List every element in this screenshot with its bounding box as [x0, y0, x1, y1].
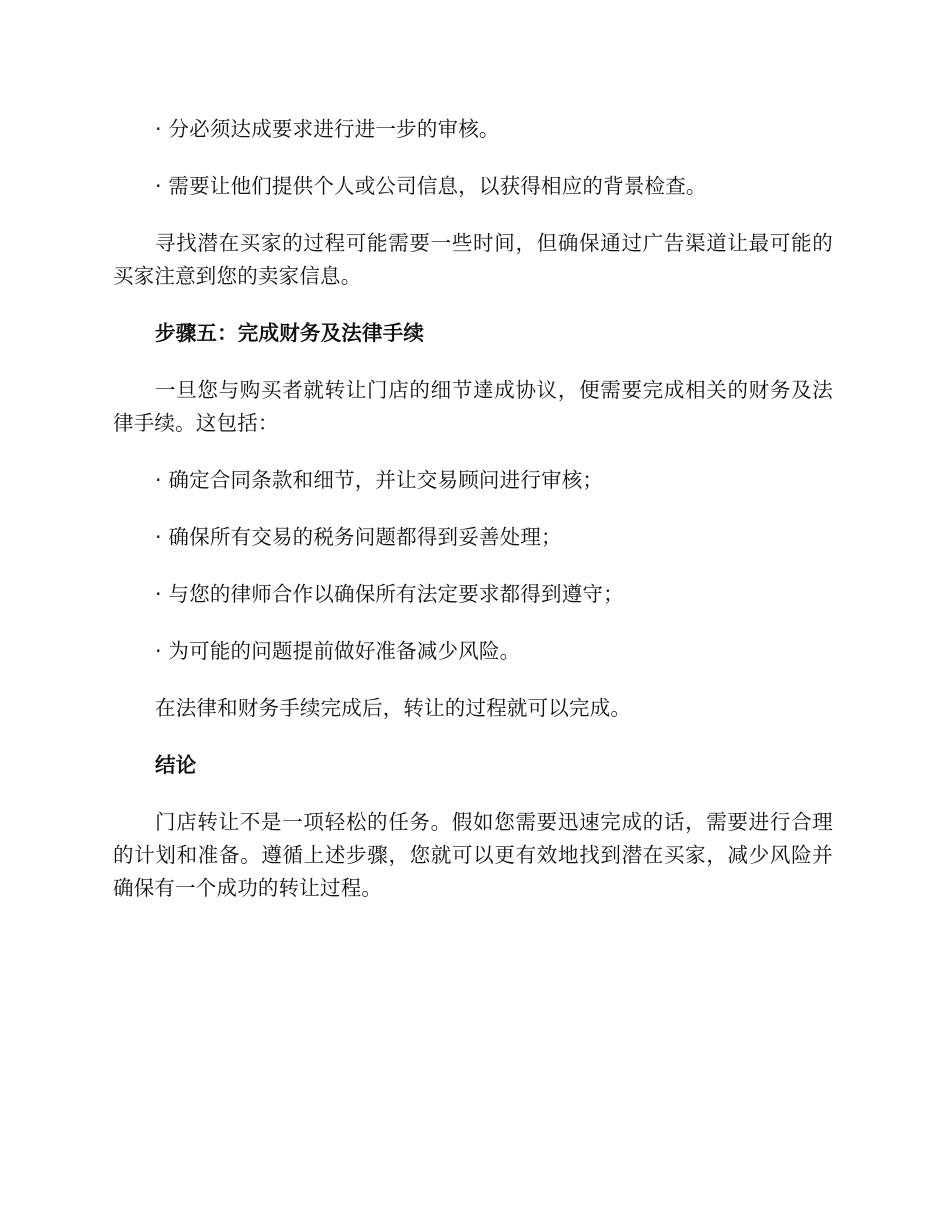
paragraph-finding-buyers: 寻找潜在买家的过程可能需要一些时间，但确保通过广告渠道让最可能的买家注意到您的卖家信息。 [113, 231, 833, 288]
bullet-tax-issues: · 确保所有交易的税务问题都得到妥善处理； [155, 525, 562, 549]
paragraph-completion: 在法律和财务手续完成后，转让的过程就可以完成。 [155, 696, 632, 720]
bullet-risk-prep: · 为可能的问题提前做好准备减少风险。 [155, 639, 521, 663]
bullet-lawyer: · 与您的律师合作以确保所有法定要求都得到遵守； [155, 582, 624, 606]
paragraph-agreement: 一旦您与购买者就转让门店的细节達成协议，便需要完成相关的财务及法律手续。这包括： [113, 378, 833, 435]
bullet-background-check: · 需要让他们提供个人或公司信息，以获得相应的背景检查。 [155, 174, 707, 198]
heading-step-five: 步骤五：完成财务及法律手续 [155, 321, 425, 345]
heading-conclusion: 结论 [155, 753, 197, 777]
document-body [113, 113, 833, 929]
paragraph-conclusion: 门店转让不是一项轻松的任务。假如您需要迅速完成的话，需要进行合理的计划和准备。遵循上述步骤，您就可以更有效地找到潜在买家，减少风险并确保有一个成功的转让过程。 [113, 810, 833, 900]
bullet-review-requirements: · 分必须达成要求进行进一步的审核。 [155, 117, 500, 141]
bullet-contract-terms: · 确定合同条款和细节，并让交易顾问进行审核； [155, 468, 604, 492]
